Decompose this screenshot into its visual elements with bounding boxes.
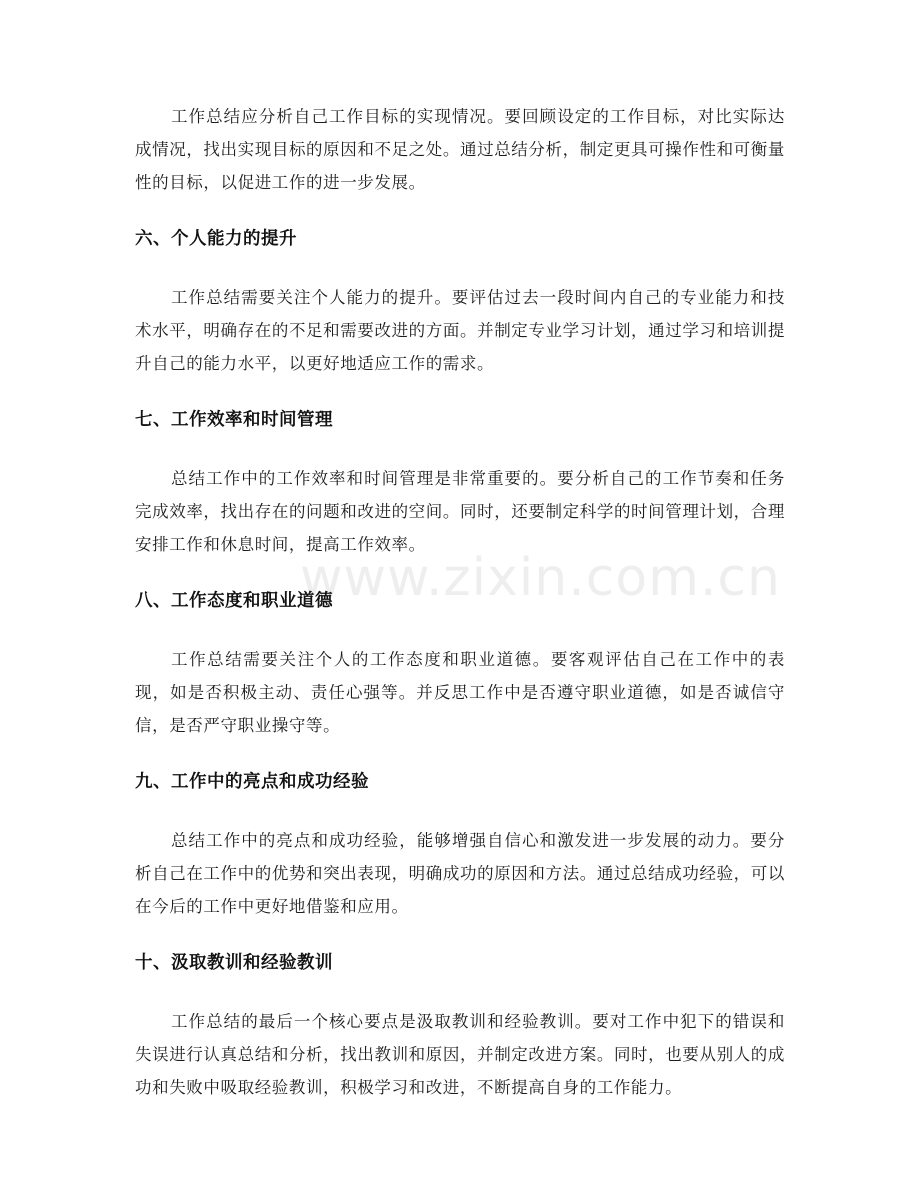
section-heading-8: 八、工作态度和职业道德 <box>135 591 333 611</box>
section-body-7: 总结工作中的工作效率和时间管理是非常重要的。要分析自己的工作节奏和任务完成效率，找出存在的问题和改进的空间。同时，还要制定科学的时间管理计划，合理安排工作和休息时间，提高工作效率。 <box>135 469 785 554</box>
section-body-10: 工作总结的最后一个核心要点是汲取教训和经验教训。要对工作中犯下的错误和失误进行认真总结和分析，找出教训和原因，并制定改进方案。同时，也要从别人的成功和失败中吸取经验教训，积极学习和改进，不断提高自身的工作能力。 <box>135 1012 785 1097</box>
section-heading-9: 九、工作中的亮点和成功经验 <box>135 772 369 792</box>
section-heading-6: 六、个人能力的提升 <box>135 229 297 249</box>
section-heading-7: 七、工作效率和时间管理 <box>135 410 333 430</box>
section-heading-10: 十、汲取教训和经验教训 <box>135 953 333 973</box>
section-body-6: 工作总结需要关注个人能力的提升。要评估过去一段时间内自己的专业能力和技术水平，明确存在的不足和需要改进的方面。并制定专业学习计划，通过学习和培训提升自己的能力水平，以更好地适应工作的需求。 <box>135 288 785 373</box>
intro-paragraph: 工作总结应分析自己工作目标的实现情况。要回顾设定的工作目标，对比实际达成情况，找出实现目标的原因和不足之处。通过总结分析，制定更具可操作性和可衡量性的目标，以促进工作的进一步发展。 <box>135 107 785 192</box>
section-body-8: 工作总结需要关注个人的工作态度和职业道德。要客观评估自己在工作中的表现，如是否积极主动、责任心强等。并反思工作中是否遵守职业道德，如是否诚信守信，是否严守职业操守等。 <box>135 650 785 735</box>
watermark: www.zixin.com.cn <box>300 548 781 608</box>
section-body-9: 总结工作中的亮点和成功经验，能够增强自信心和激发进一步发展的动力。要分析自己在工作中的优势和突出表现，明确成功的原因和方法。通过总结成功经验，可以在今后的工作中更好地借鉴和应用。 <box>135 831 785 916</box>
document-content <box>135 100 785 1104</box>
